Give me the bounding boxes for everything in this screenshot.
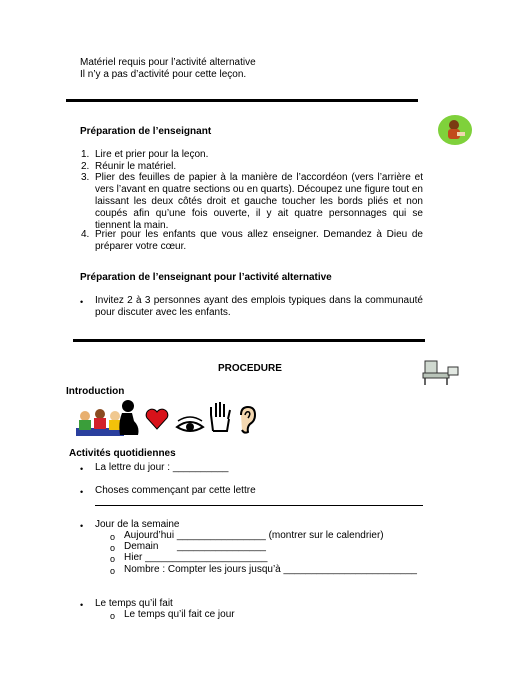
section-divider [66,99,418,102]
list-item: Prier pour les enfants que vous allez enseigner. Demandez à Dieu de préparer votre cœur. [95,229,423,252]
list-number: 4. [81,229,90,240]
today-line: Aujourd’hui ________________ (montrer sur le calendrier) [124,530,384,541]
daily-heading: Activités quotidiennes [69,448,176,459]
weather-today-line: Le temps qu’il fait ce jour [124,609,235,620]
teacher-prep-heading: Préparation de l’enseignant [80,126,212,137]
yesterday-line: Hier ______________________ [124,552,268,563]
list-number: 2. [81,161,90,172]
things-starting-line: Choses commençant par cette lettre [95,485,256,496]
sub-bullet-glyph: o [110,566,116,576]
materials-heading: Matériel requis pour l’activité alternative [80,57,256,68]
bullet-glyph: • [80,521,84,531]
bullet-glyph: • [80,487,84,497]
bullet-glyph: • [80,297,84,307]
letter-of-day-line: La lettre du jour : __________ [95,462,229,473]
chair-books-icon [421,358,459,386]
teacher-praying-icon [437,114,473,146]
list-number: 3. [81,172,90,183]
tomorrow-blank: ________________ [177,541,266,552]
weather-heading: Le temps qu’il fait [95,598,173,609]
intro-heading: Introduction [66,386,125,397]
sub-bullet-glyph: o [110,543,116,553]
list-item: Invitez 2 à 3 personnes ayant des emplois typiques dans la communauté pour discuter avec les enfants. [95,295,423,318]
sub-bullet-glyph: o [110,611,116,621]
list-number: 1. [81,149,90,160]
kneeling-child-icon [116,399,142,437]
eye-icon [175,413,205,437]
materials-note: Il n’y a pas d’activité pour cette leçon. [80,69,247,80]
alt-prep-heading: Préparation de l’enseignant pour l’activité alternative [80,272,332,283]
count-days-line: Nombre : Compter les jours jusqu’à ________________________ [124,564,417,575]
sub-bullet-glyph: o [110,532,116,542]
bullet-glyph: • [80,600,84,610]
list-item: Réunir le matériel. [95,161,177,172]
heart-icon [145,408,169,430]
list-item: Plier des feuilles de papier à la manière de l’accordéon (vers l’arrière et vers l’avant en quatre sections ou en quarts). Découpez une figure tout en laissant les deux côtés droit et gauche toucher les bords pliés et non coupés afin qu’une fois ouverte, il y ait quatre personnages qui se tiennent la main. [95,172,423,231]
weekday-heading: Jour de la semaine [95,519,180,530]
ear-icon [235,405,257,435]
bullet-glyph: • [80,464,84,474]
section-divider [73,339,425,342]
sub-bullet-glyph: o [110,554,116,564]
procedure-title: PROCEDURE [218,363,282,374]
list-item: Lire et prier pour la leçon. [95,149,209,160]
tomorrow-label: Demain [124,541,159,552]
hand-icon [207,401,233,433]
blank-answer-line [95,505,423,506]
